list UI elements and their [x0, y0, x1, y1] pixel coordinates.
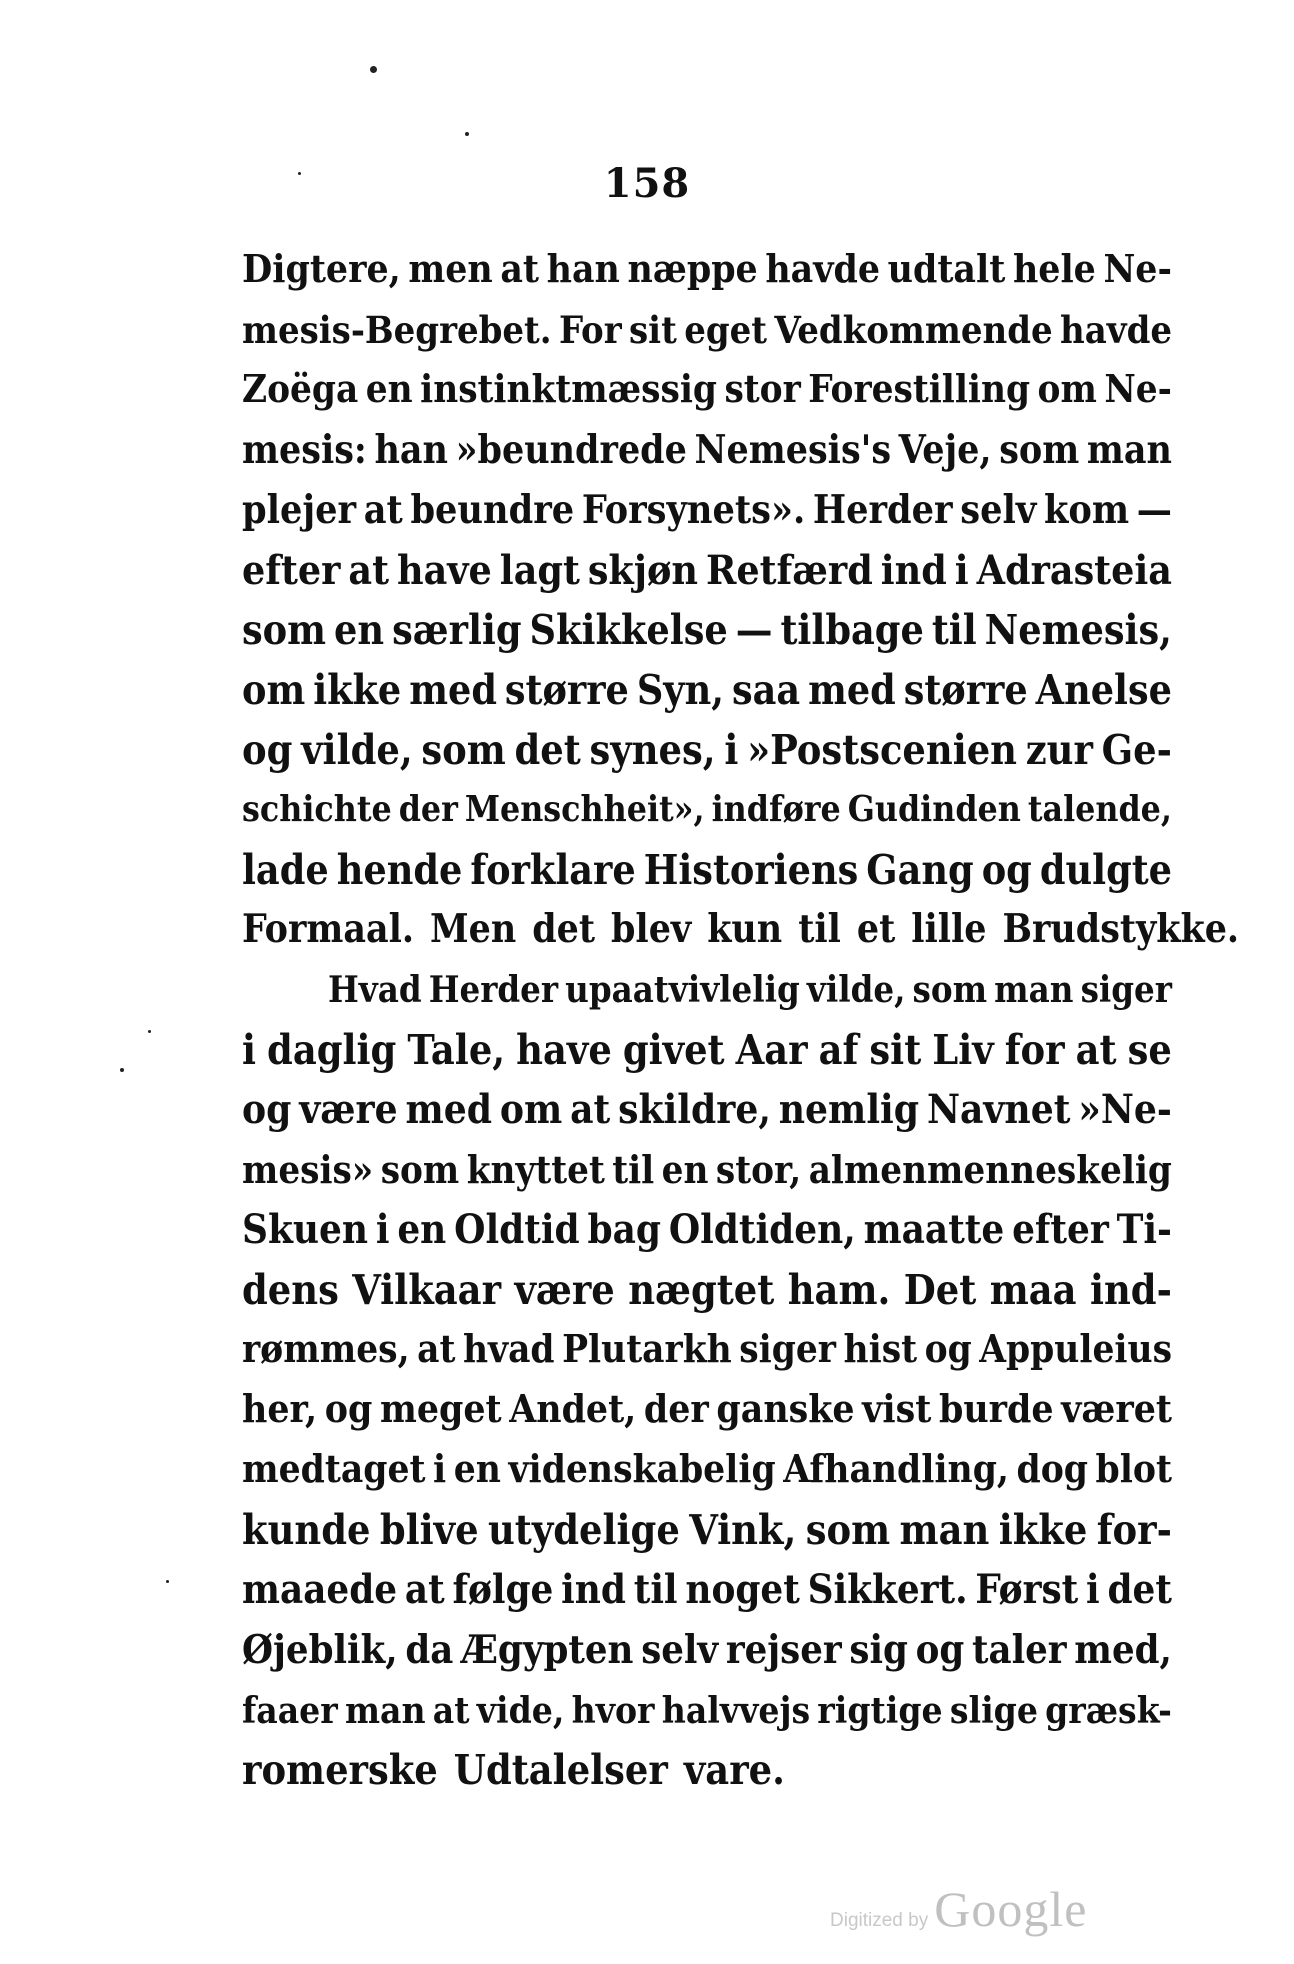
body-text [242, 240, 1240, 1800]
google-logo: Google [934, 1881, 1088, 1937]
text-line: kunde blive utydelige Vink, som man ikke for- [242, 1506, 1172, 1554]
text-line: romerske Udtalelser vare. [242, 1746, 785, 1794]
paragraph [242, 960, 1172, 1800]
text-line: maaede at følge ind til noget Sikkert. Først i det [242, 1567, 1172, 1613]
text-line: rømmes, at hvad Plutarkh siger hist og Appuleius [242, 1327, 1172, 1372]
scan-speck [166, 1580, 169, 1583]
text-line: om ikke med større Syn, saa med større Anelse [242, 666, 1172, 714]
watermark-prefix: Digitized by [830, 1910, 929, 1931]
text-line: plejer at beundre Forsynets». Herder selv kom — [242, 487, 1172, 533]
text-line: Formaal. Men det blev kun til et lille Brudstykke. [242, 907, 1240, 952]
scan-speck [148, 1030, 151, 1033]
text-line: som en særlig Skikkelse — tilbage til Nemesis, [242, 606, 1172, 654]
text-line: Skuen i en Oldtid bag Oldtiden, maatte efter Ti- [242, 1206, 1172, 1253]
text-line: mesis» som knyttet til en stor, almenmenneskelig [242, 1147, 1172, 1192]
page-number: 158 [603, 160, 691, 207]
text-line: dens Vilkaar være nægtet ham. Det maa ind- [242, 1266, 1172, 1314]
text-line: mesis: han »beundrede Nemesis's Veje, som man [242, 427, 1172, 473]
text-line: efter at have lagt skjøn Retfærd ind i Adrasteia [242, 546, 1172, 594]
scan-speck [370, 66, 377, 73]
text-line: faaer man at vide, hvor halvvejs rigtige slige græsk- [242, 1688, 1172, 1732]
scan-speck [120, 1068, 124, 1072]
text-line: Zoëga en instinktmæssig stor Forestilling om Ne- [242, 367, 1172, 412]
text-line: Digtere, men at han næppe havde udtalt hele Ne- [242, 247, 1172, 292]
scan-speck [465, 132, 469, 136]
text-line: Øjeblik, da Ægypten selv rejser sig og taler med, [242, 1627, 1172, 1673]
text-line: og være med om at skildre, nemlig Navnet »Ne- [242, 1086, 1172, 1133]
text-line: i daglig Tale, have givet Aar af sit Liv for at se [242, 1026, 1172, 1074]
text-line: her, og meget Andet, der ganske vist burde været [242, 1387, 1172, 1432]
text-line: Hvad Herder upaatvivlelig vilde, som man siger [328, 968, 1172, 1011]
paragraph [242, 240, 1240, 960]
text-line: mesis-Begrebet. For sit eget Vedkommende havde [242, 308, 1172, 352]
text-line: schichte der Menschheit», indføre Gudinden talende, [242, 789, 1172, 830]
text-line: og vilde, som det synes, i »Postscenien zur Ge- [242, 726, 1172, 774]
text-line: lade hende forklare Historiens Gang og dulgte [242, 846, 1172, 894]
digitized-by-google-watermark [830, 1880, 1087, 1938]
text-line: medtaget i en videnskabelig Afhandling, dog blot [242, 1447, 1172, 1492]
